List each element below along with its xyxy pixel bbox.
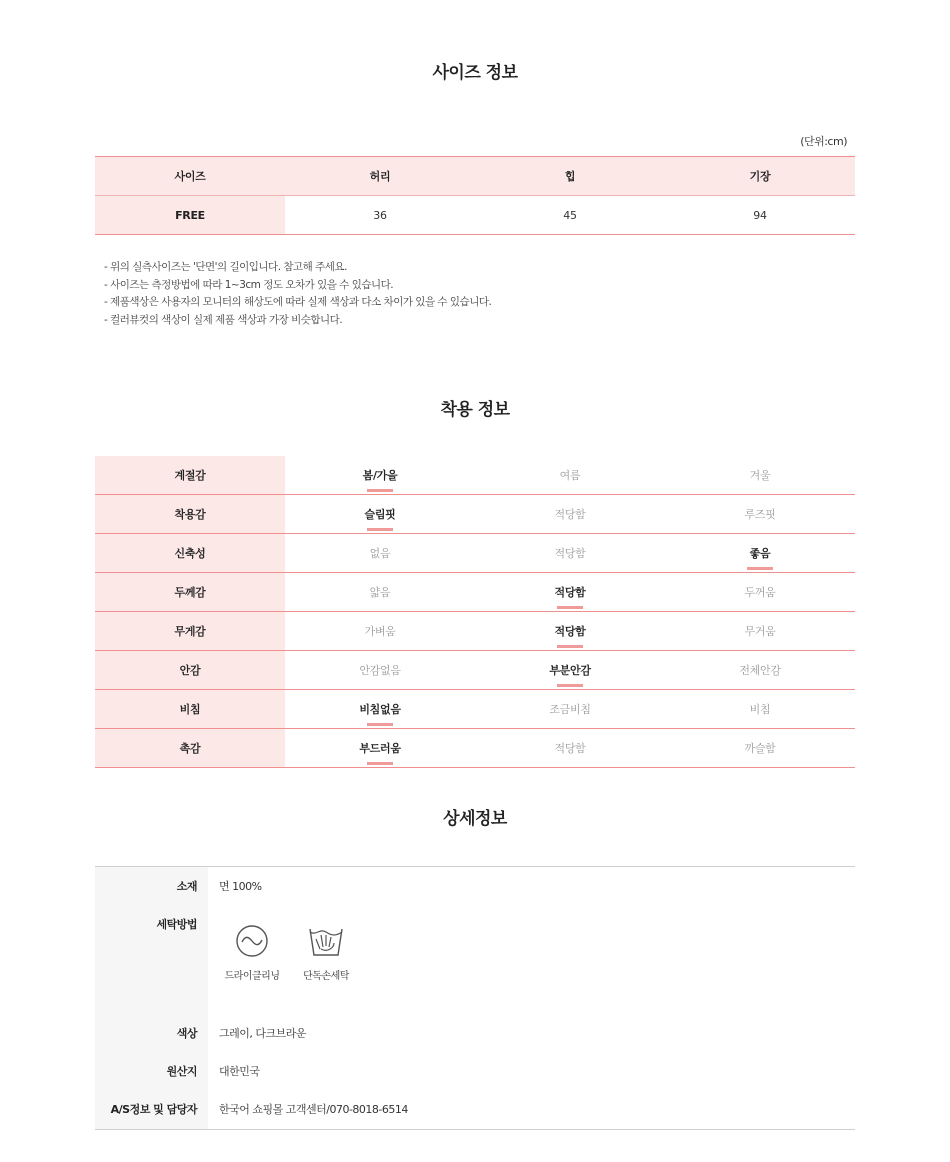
fit-option-cell — [285, 651, 475, 690]
size-note: - 사이즈는 측정방법에 따라 1~3cm 정도 오차가 있을 수 있습니다. — [104, 278, 394, 291]
size-note: - 위의 실측사이즈는 '단면'의 길이입니다. 참고해 주세요. — [104, 261, 347, 273]
fit-row — [95, 729, 855, 768]
fit-section-title: 착용 정보 — [440, 400, 510, 420]
fit-option-cell — [665, 729, 855, 768]
fit-row-label: 무게감 — [95, 612, 285, 651]
fit-table — [95, 456, 855, 768]
fit-option-selected: 슬림핏 — [364, 508, 396, 521]
fit-row-label: 촉감 — [95, 729, 285, 768]
fit-option-cell — [475, 612, 665, 651]
fit-option-selected: 비침없음 — [359, 703, 401, 716]
fit-option-cell — [285, 690, 475, 729]
fit-option-cell — [665, 573, 855, 612]
fit-option-selected: 부분안감 — [549, 664, 591, 677]
fit-option-cell — [665, 495, 855, 534]
size-notes — [104, 259, 491, 329]
as-value: 한국어 쇼핑몰 고객센터/070-8018-6514 — [219, 1103, 408, 1116]
color-label: 색상 — [176, 1027, 197, 1040]
fit-row-label: 안감 — [95, 651, 285, 690]
fit-option: 무거움 — [744, 625, 776, 638]
size-value-size: FREE — [95, 196, 285, 235]
fit-row — [95, 534, 855, 573]
fit-option-cell — [665, 534, 855, 573]
fit-row — [95, 573, 855, 612]
size-table-header-row — [95, 157, 855, 196]
fit-option: 안감없음 — [359, 664, 401, 677]
fit-row — [95, 690, 855, 729]
origin-value: 대한민국 — [219, 1065, 260, 1078]
fit-option-cell — [665, 690, 855, 729]
fit-row-label: 비침 — [95, 690, 285, 729]
size-header-size: 사이즈 — [95, 157, 285, 196]
fit-option: 얇음 — [369, 586, 391, 599]
wash-item-label: 단독손세탁 — [303, 971, 349, 982]
size-note: - 컬러뷰컷의 색상이 실제 제품 색상과 가장 비슷합니다. — [104, 313, 343, 326]
fit-option-cell — [665, 456, 855, 495]
size-unit: (단위:cm) — [800, 135, 847, 148]
size-value-waist: 36 — [285, 196, 475, 235]
size-note: - 제품색상은 사용자의 모니터의 해상도에 따라 실제 색상과 다소 차이가 있을 수 있습니다. — [104, 296, 492, 308]
fit-option-cell — [475, 534, 665, 573]
hand-wash-icon — [306, 923, 346, 959]
detail-section-title: 상세정보 — [443, 809, 507, 829]
size-header-waist: 허리 — [285, 157, 475, 196]
as-label: A/S정보 및 담당자 — [110, 1103, 197, 1116]
fit-option-selected: 좋음 — [749, 547, 771, 560]
size-value-hip: 45 — [475, 196, 665, 235]
size-value-length: 94 — [665, 196, 855, 235]
material-label: 소재 — [176, 880, 197, 893]
detail-table — [95, 866, 855, 1130]
fit-option-selected: 적당함 — [554, 625, 586, 638]
fit-option-selected: 부드러움 — [359, 742, 401, 755]
size-header-length: 기장 — [665, 157, 855, 196]
size-section-title: 사이즈 정보 — [432, 63, 518, 83]
fit-option-cell — [285, 573, 475, 612]
wash-item-hand-wash — [291, 923, 361, 982]
size-header-hip: 힙 — [475, 157, 665, 196]
fit-row — [95, 651, 855, 690]
fit-option: 두꺼움 — [744, 586, 776, 599]
fit-option: 적당함 — [554, 742, 586, 755]
fit-option-cell — [285, 495, 475, 534]
fit-row-label: 신축성 — [95, 534, 285, 573]
fit-option: 전체안감 — [739, 664, 781, 677]
fit-row — [95, 495, 855, 534]
fit-option: 조금비침 — [549, 703, 591, 716]
fit-option: 적당함 — [554, 547, 586, 560]
fit-option-cell — [475, 729, 665, 768]
fit-option: 루즈핏 — [744, 508, 776, 521]
fit-row-label: 계절감 — [95, 456, 285, 495]
color-value: 그레이, 다크브라운 — [219, 1027, 307, 1040]
fit-option-cell — [285, 534, 475, 573]
fit-row-label: 착용감 — [95, 495, 285, 534]
fit-option: 겨울 — [749, 469, 771, 482]
size-table — [95, 156, 855, 235]
fit-option-cell — [665, 612, 855, 651]
fit-option-cell — [475, 573, 665, 612]
material-value: 면 100% — [219, 880, 262, 893]
fit-option-cell — [285, 456, 475, 495]
wash-label: 세탁방법 — [156, 918, 197, 931]
fit-option-cell — [475, 651, 665, 690]
fit-option: 없음 — [369, 547, 391, 560]
detail-label-column — [95, 867, 208, 1129]
fit-option-selected: 적당함 — [554, 586, 586, 599]
fit-option-selected: 봄/가을 — [362, 469, 398, 482]
fit-option: 비침 — [749, 703, 771, 716]
fit-option: 까슬함 — [744, 742, 776, 755]
fit-option-cell — [285, 612, 475, 651]
fit-option-cell — [475, 456, 665, 495]
size-table-row — [95, 196, 855, 235]
wash-item-label: 드라이클리닝 — [224, 971, 280, 982]
dry-clean-icon — [234, 923, 270, 959]
fit-row — [95, 456, 855, 495]
fit-option-cell — [285, 729, 475, 768]
origin-label: 원산지 — [166, 1065, 197, 1078]
fit-option: 여름 — [559, 469, 581, 482]
fit-option: 가벼움 — [364, 625, 396, 638]
fit-option-cell — [665, 651, 855, 690]
fit-option-cell — [475, 495, 665, 534]
wash-item-dry-clean — [217, 923, 287, 982]
fit-option-cell — [475, 690, 665, 729]
fit-row — [95, 612, 855, 651]
fit-row-label: 두께감 — [95, 573, 285, 612]
fit-option: 적당함 — [554, 508, 586, 521]
